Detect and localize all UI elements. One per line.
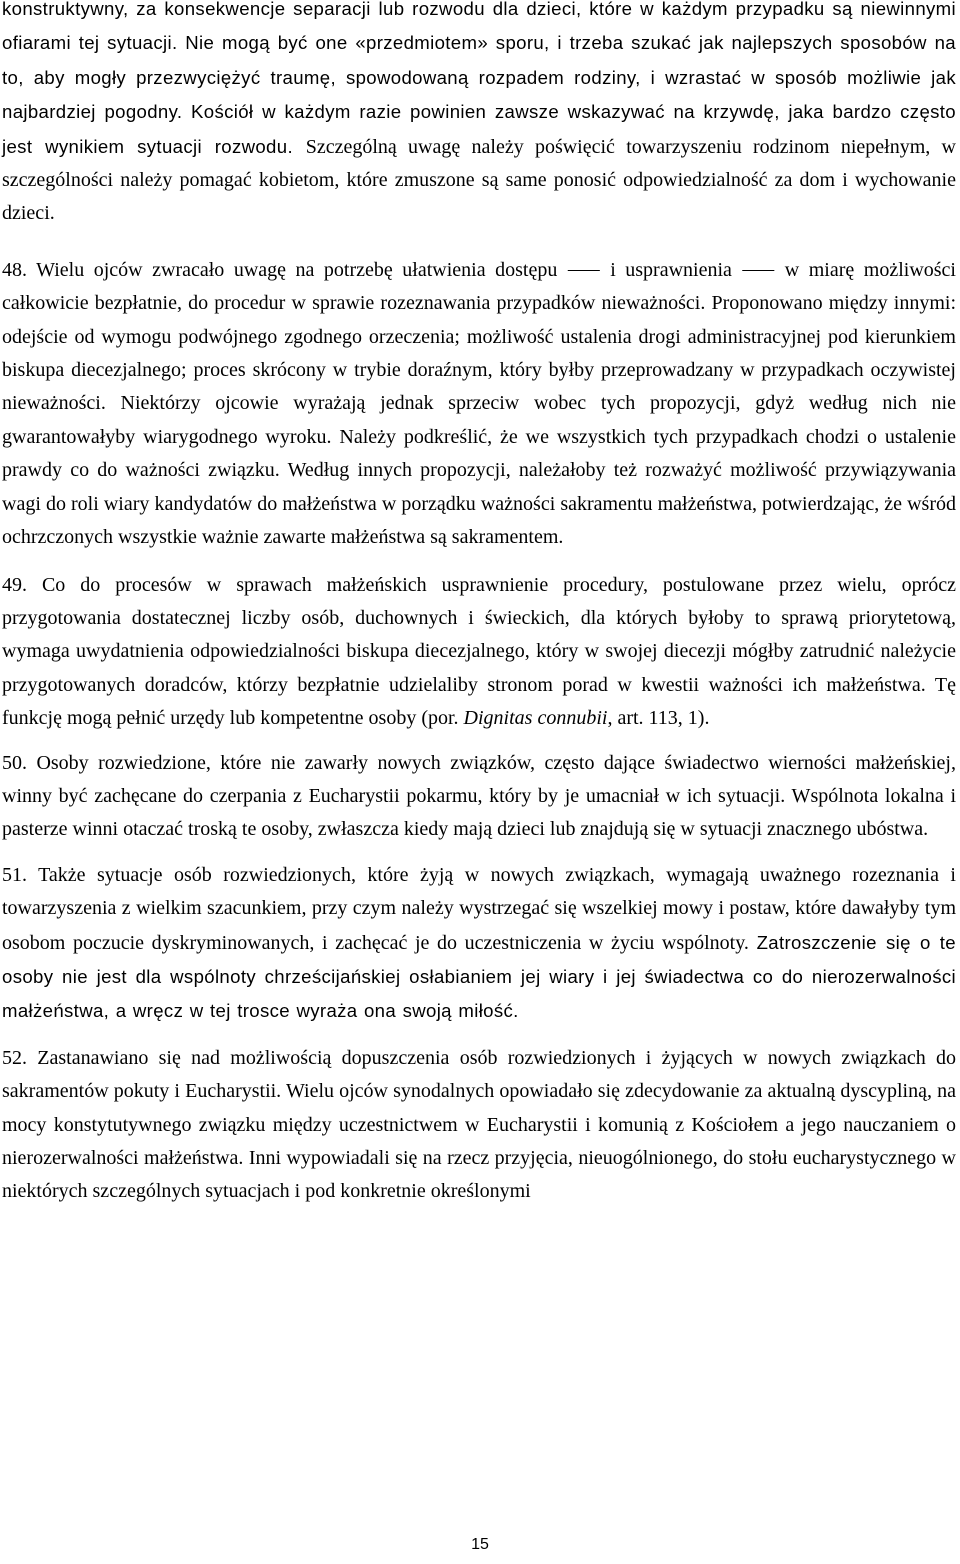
page-number: 15 bbox=[471, 1536, 489, 1553]
paragraph-text: 52. Zastanawiano się nad możliwością dopuszczenia osób rozwiedzionych i żyjących w nowych związkach do sakramentów pokuty i Eucharystii. Wielu ojców synodalnych opowiadało się zdecydowanie za aktualną dyscypliną, na mocy konstytutywnego związku między uczestnictwem w Eucharystii i komunią z Kościołem a jego nauczaniem o nierozerwalności małżeństwa. Inni wypowiadali się na rzecz przyjęcia, nieuogólnionego, do stołu eucharystycznego w niektórych szczególnych sytuacjach i pod konkretnie określonymi bbox=[2, 1046, 956, 1203]
document-body bbox=[2, 0, 956, 1209]
paragraph-text-sans: konstruktywny, za konsekwencje separacji lub rozwodu dla dzieci, które w każdym przypadku są niewinnymi ofiarami tej sytuacji. Nie mogą być one «przedmiotem» sporu, i trzeba szukać jak najlepszych sposobów na to, aby mogły przezwyciężyć traumę, spowodowaną rozpadem rodziny, i wzrastać w sposób możliwie jak najbardziej pogodny. Kościół w każdym razie powinien zawsze wskazywać na krzywdę, jaka bardzo często jest wynikiem sytuacji rozwodu. bbox=[2, 0, 956, 157]
paragraph bbox=[2, 0, 956, 231]
paragraph bbox=[2, 569, 956, 736]
paragraph bbox=[2, 1042, 956, 1209]
paragraph-text: 48. Wielu ojców zwracało uwagę na potrzebę ułatwienia dostępu ⸺ i usprawnienia ⸺ w miarę możliwości całkowicie bezpłatnie, do procedur w sprawie rozeznawania przypadków nieważności. Proponowano między innymi: odejście od wymogu podwójnego zgodnego orzeczenia; możliwość ustalenia drogi administracyjnej pod kierunkiem biskupa diecezjalnego; proces skrócony w trybie doraźnym, który byłby przeprowadzany w przypadkach oczywistej nieważności. Niektórzy ojcowie wyrażają jednak sprzeciw wobec tych propozycji, gdyż według nich nie gwarantowałyby wiarygodnego wyroku. Należy podkreślić, że we wszystkich tych przypadkach chodzi o ustalenie prawdy co do ważności związku. Według innych propozycji, należałoby też rozważyć możliwość przywiązywania wagi do roli wiary kandydatów do małżeństwa w porządku ważności sakramentu małżeństwa, potwierdzając, że wśród ochrzczonych wszystkie ważnie zawarte małżeństwa są sakramentem. bbox=[2, 258, 956, 549]
paragraph-text: Szczególną uwagę należy poświęcić towarzyszeniu rodzinom niepełnym, w szczególności należy pomagać kobietom, które zmuszone są same ponosić odpowiedzialność za dom i wychowanie dzieci. bbox=[2, 135, 956, 225]
paragraph-text: 49. Co do procesów w sprawach małżeńskich usprawnienie procedury, postulowane przez wielu, oprócz przygotowania dostatecznej liczby osób, duchownych i świeckich, dla których byłoby to sprawą priorytetową, wymaga uwydatnienia odpowiedzialności biskupa diecezjalnego, który w swojej diecezji mógłby zatrudnić należycie przygotowanych doradców, którzy bezpłatnie udzielaliby stronom porad w kwestii ważności ich małżeństwa. Tę funkcję mogą pełnić urzędy lub kompetentne osoby (por. bbox=[2, 573, 956, 730]
paragraph-text-sans: Zatroszczenie się o te osoby nie jest dla wspólnoty chrześcijańskiej osłabianiem jej wiary i jej świadectwa co do nierozerwalności małżeństwa, a wręcz w tej trosce wyraża ona swoją miłość. bbox=[2, 931, 956, 1022]
paragraph bbox=[2, 747, 956, 847]
paragraph-text: , art. 113, 1). bbox=[607, 707, 710, 730]
paragraph-text: 51. Także sytuacje osób rozwiedzionych, które żyją w nowych związkach, wymagają uważnego rozeznania i towarzyszenia z wielkim szacunkiem, przy czym należy wystrzegać się wszelkiej mowy i postaw, które dawałyby tym osobom poczucie dyskryminowanych, i zachęcać je do uczestniczenia w życiu wspólnoty. bbox=[2, 863, 956, 954]
paragraph bbox=[2, 859, 956, 1029]
paragraph-text: 50. Osoby rozwiedzione, które nie zawarły nowych związków, często dające świadectwo wierności małżeńskiej, winny być zachęcane do czerpania z Eucharystii pokarmu, który by je umacniał w ich sytuacji. Wspólnota lokalna i pasterze winni otaczać troską te osoby, zwłaszcza kiedy mają dzieci lub znajdują się w sytuacji znacznego ubóstwa. bbox=[2, 751, 956, 841]
paragraph bbox=[2, 254, 956, 555]
citation-title: Dignitas connubii bbox=[463, 707, 608, 730]
